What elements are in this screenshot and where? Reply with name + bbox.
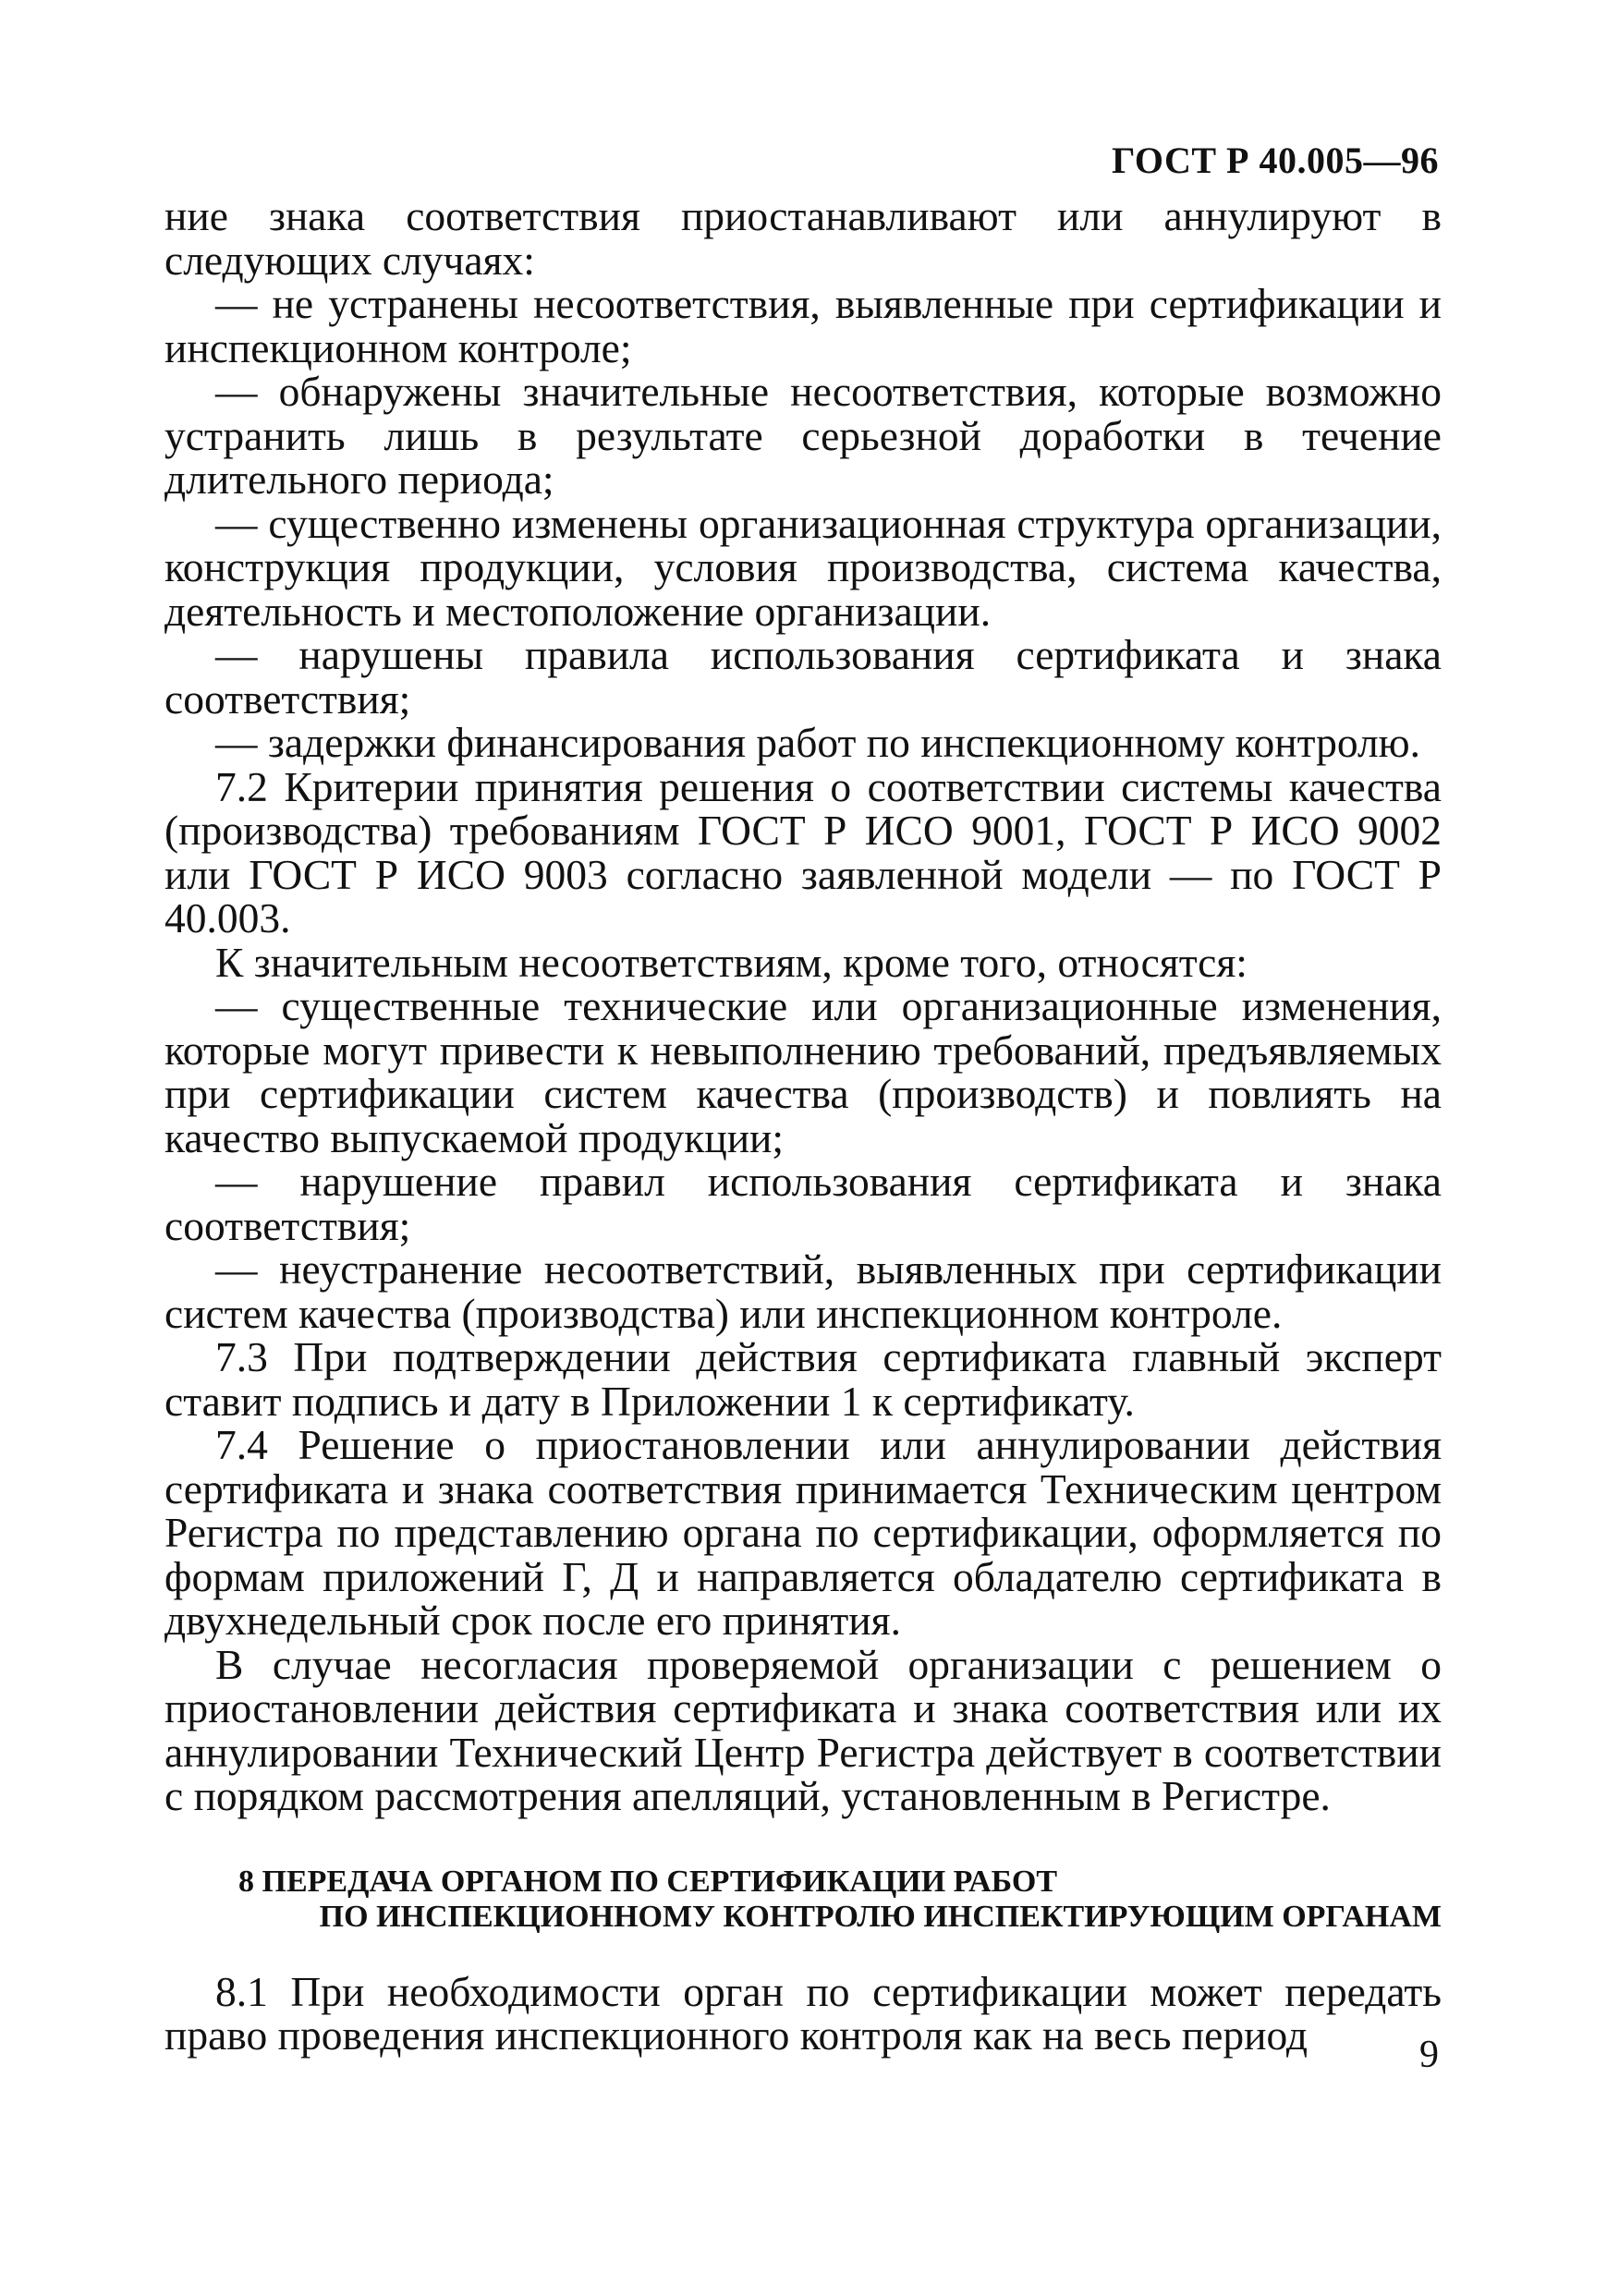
clause-7-3: 7.3 При подтверждении действия сертификата главный эксперт ставит подпись и дату в Приложении 1 к сертификату.: [164, 1333, 1442, 1425]
page-number: 9: [1419, 2034, 1439, 2076]
section-8-heading-line1: 8 ПЕРЕДАЧА ОРГАНОМ ПО СЕРТИФИКАЦИИ РАБОТ: [238, 1864, 1058, 1899]
clause-8-1: 8.1 При необходимости орган по сертификации может передать право проведения инспекционного контроля как на весь период: [164, 1967, 1442, 2059]
paragraph-continuation: ние знака соответствия приостанавливают или аннулируют в следующих случаях:: [164, 192, 1442, 284]
significant-nonconformities-intro: К значительным несоответствиям, кроме того, относятся:: [215, 938, 1248, 986]
clause-7-2: 7.2 Критерии принятия решения о соответствии системы качества (производства) требованиям ГОСТ Р ИСО 9001, ГОСТ Р ИСО 9002 или ГОСТ Р ИСО 9003 согласно заявленной модели — по ГОСТ Р 40.003.: [164, 762, 1442, 941]
list-item-4: — нарушены правила использования сертификата и знака соответствия;: [164, 631, 1442, 723]
page-body: [164, 194, 1442, 2058]
list-item-5: — задержки финансирования работ по инспекционному контролю.: [215, 719, 1421, 766]
list-item-6: — существенные технические или организационные изменения, которые могут привести к невыполнению требований, предъявляемых при сертификации систем качества (производств) и повлиять на качество выпускаемой продукции;: [164, 982, 1442, 1161]
appeal-paragraph: В случае несогласия проверяемой организации с решением о приостановлении действия сертификата и знака соответствия или их аннулировании Технический Центр Регистра действует в соответствии с порядком рассмотрения апелляций, установленным в Регистре.: [164, 1640, 1442, 1819]
list-item-3: — существенно изменены организационная структура организации, конструкция продукции, условия производства, система качества, деятельность и местоположение организации.: [164, 499, 1442, 635]
clause-7-4: 7.4 Решение о приостановлении или аннулировании действия сертификата и знака соответствия принимается Техническим центром Регистра по представлению органа по сертификации, оформляется по формам приложений Г, Д и направляется обладателю сертификата в двухнедельный срок после его принятия.: [164, 1421, 1442, 1644]
section-8-heading: [164, 1865, 1442, 1935]
section-8-heading-line2: ПО ИНСПЕКЦИОННОМУ КОНТРОЛЮ ИНСПЕКТИРУЮЩИМ ОРГАНАМ: [319, 1899, 1442, 1934]
list-item-8: — неустранение несоответствий, выявленных при сертификации систем качества (производства) или инспекционном контроле.: [164, 1245, 1442, 1337]
list-item-7: — нарушение правил использования сертификата и знака соответствия;: [164, 1158, 1442, 1249]
list-item-1: — не устранены несоответствия, выявленные при сертификации и инспекционном контроле;: [164, 280, 1442, 371]
list-item-2: — обнаружены значительные несоответствия, которые возможно устранить лишь в результате серьезной доработки в течение длительного периода;: [164, 368, 1442, 503]
document-code-header: ГОСТ Р 40.005—96: [1111, 140, 1439, 181]
